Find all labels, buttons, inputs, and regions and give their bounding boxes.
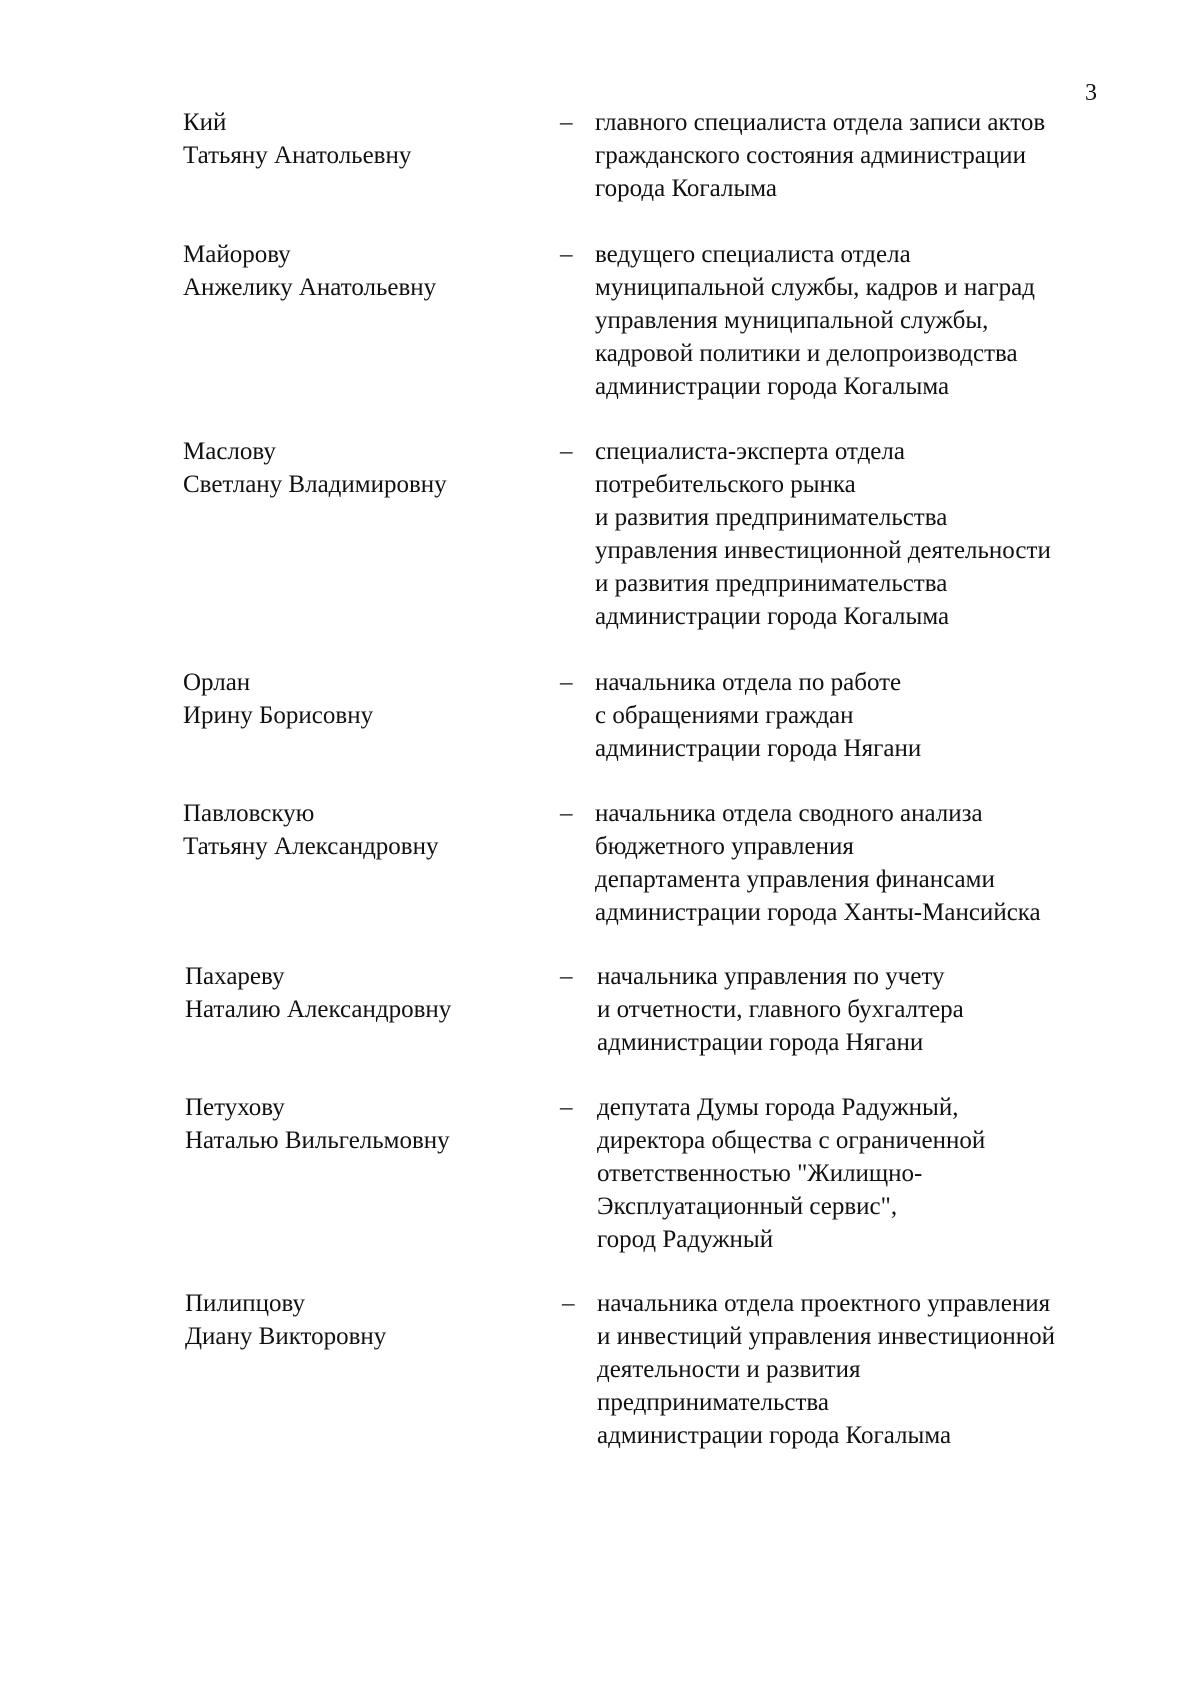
person-name: Пахареву Наталию Александровну	[185, 963, 452, 1023]
dash-separator: –	[562, 1290, 575, 1317]
position-description: ведущего специалиста отдела муниципальной службы, кадров и наград управления муниципальной службы, кадровой политики и делопроизводства администрации города Когалыма	[595, 241, 1035, 400]
person-name: Павловскую Татьяну Александровну	[183, 800, 439, 860]
person-name: Маслову Светлану Владимировну	[183, 438, 447, 498]
dash-separator: –	[560, 438, 573, 465]
position-description: главного специалиста отдела записи актов гражданского состояния администрации города Когалыма	[595, 109, 1046, 202]
position-description: начальника отдела проектного управления и инвестиций управления инвестиционной деятельности и развития предпринимательства администрации города Когалыма	[597, 1290, 1056, 1449]
dash-separator: –	[560, 963, 573, 990]
dash-separator: –	[560, 1094, 573, 1121]
position-description: специалиста-эксперта отдела потребительского рынка и развития предпринимательства управления инвестиционной деятельности и развития предпринимательства администрации города Когалыма	[595, 438, 1051, 630]
person-name: Орлан Ирину Борисовну	[183, 669, 374, 729]
person-name: Петухову Наталью Вильгельмовну	[185, 1094, 450, 1154]
dash-separator: –	[560, 109, 573, 136]
dash-separator: –	[560, 241, 573, 268]
dash-separator: –	[560, 669, 573, 696]
position-description: депутата Думы города Радужный, директора общества с ограниченной ответственностью "Жилищно- Эксплуатационный сервис", город Радужный	[597, 1094, 986, 1253]
person-name: Кий Татьяну Анатольевну	[183, 109, 412, 169]
position-description: начальника отдела сводного анализа бюджетного управления департамента управления финансами администрации города Ханты-Мансийска	[595, 800, 1041, 926]
person-name: Майорову Анжелику Анатольевну	[183, 241, 437, 301]
person-name: Пилипцову Диану Викторовну	[185, 1290, 387, 1350]
dash-separator: –	[560, 800, 573, 827]
page-number: 3	[1085, 80, 1097, 106]
position-description: начальника управления по учету и отчетности, главного бухгалтера администрации города Нягани	[597, 963, 964, 1056]
position-description: начальника отдела по работе с обращениями граждан администрации города Нягани	[595, 669, 922, 762]
